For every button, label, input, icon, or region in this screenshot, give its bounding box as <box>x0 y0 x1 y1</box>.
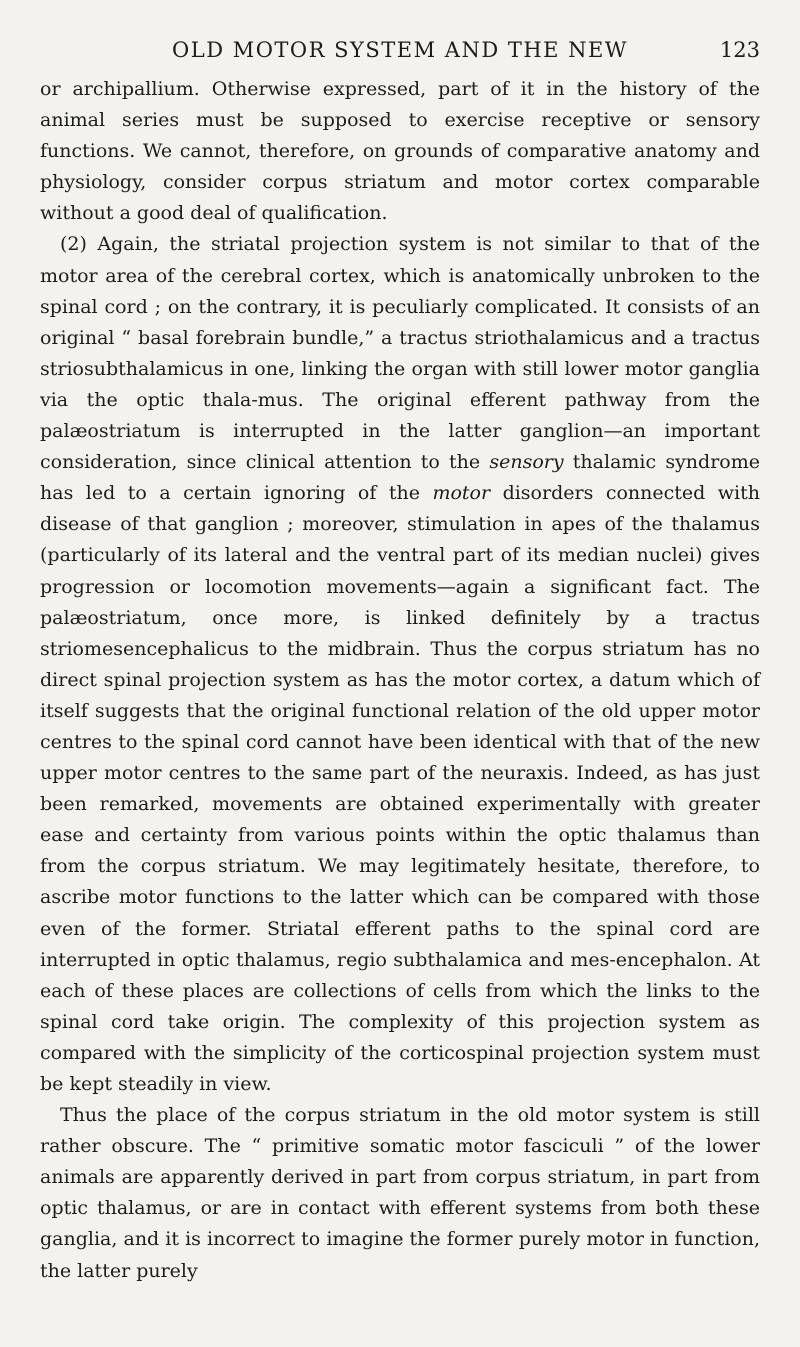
paragraph-striatal-projection <box>40 229 760 1100</box>
paragraph-corpus-striatum-place <box>40 1100 760 1287</box>
paragraph-continuation <box>40 74 760 229</box>
paragraph-text: or archipallium. Otherwise expressed, part of it in the history of the animal series must be supposed to exercise receptive or sensory functions. We cannot, therefore, on grounds of comparative anatomy and physiology, consider corpus striatum and motor cortex comparable without a good deal of qualification. <box>40 78 760 225</box>
page-number: 123 <box>719 38 760 62</box>
italic-term-sensory: sensory <box>489 451 564 474</box>
paragraph-text: thalamic syndrome has led to a certain ignoring of the <box>40 451 760 505</box>
paragraph-text: (2) Again, the striatal projection system is not similar to that of the motor area of the cerebral cortex, which is anatomically unbroken to the spinal cord ; on the contrary, it is peculiarly complicated. It consists of an original “ basal forebrain bundle,” a tractus striothalamicus and a tractus striosubthalamicus in one, linking the organ with still lower motor ganglia via the optic thala-mus. The original efferent pathway from the palæostriatum is interrupted in the latter ganglion—an important consideration, since clinical attention to the <box>40 233 760 474</box>
body-text <box>40 74 760 1287</box>
running-head-title: OLD MOTOR SYSTEM AND THE NEW <box>172 38 628 62</box>
running-head <box>40 38 760 72</box>
paragraph-text: Thus the place of the corpus striatum in the old motor system is still rather obscure. The “ primitive somatic motor fasciculi ” of the lower animals are apparently derived in part from corpus striatum, in part from optic thalamus, or are in contact with efferent systems from both these ganglia, and it is incorrect to imagine the former purely motor in function, the latter purely <box>40 1104 760 1282</box>
paragraph-text: disorders connected with disease of that ganglion ; moreover, stimulation in apes of the thalamus (particularly of its lateral and the ventral part of its median nuclei) gives progression or locomotion movements—again a significant fact. The palæostriatum, once more, is linked definitely by a tractus striomesencephalicus to the midbrain. Thus the corpus striatum has no direct spinal projection system as has the motor cortex, a datum which of itself suggests that the original functional relation of the old upper motor centres to the spinal cord cannot have been identical with that of the new upper motor centres to the same part of the neuraxis. Indeed, as has just been remarked, movements are obtained experimentally with greater ease and certainty from various points within the optic thalamus than from the corpus striatum. We may legitimately hesitate, therefore, to ascribe motor functions to the latter which can be compared with those even of the former. Striatal efferent paths to the spinal cord are interrupted in optic thalamus, regio subthalamica and mes-encephalon. At each of these places are collections of cells from which the links to the spinal cord take origin. The complexity of this projection system as compared with the simplicity of the corticospinal projection system must be kept steadily in view. <box>40 482 760 1095</box>
italic-term-motor: motor <box>432 482 491 505</box>
